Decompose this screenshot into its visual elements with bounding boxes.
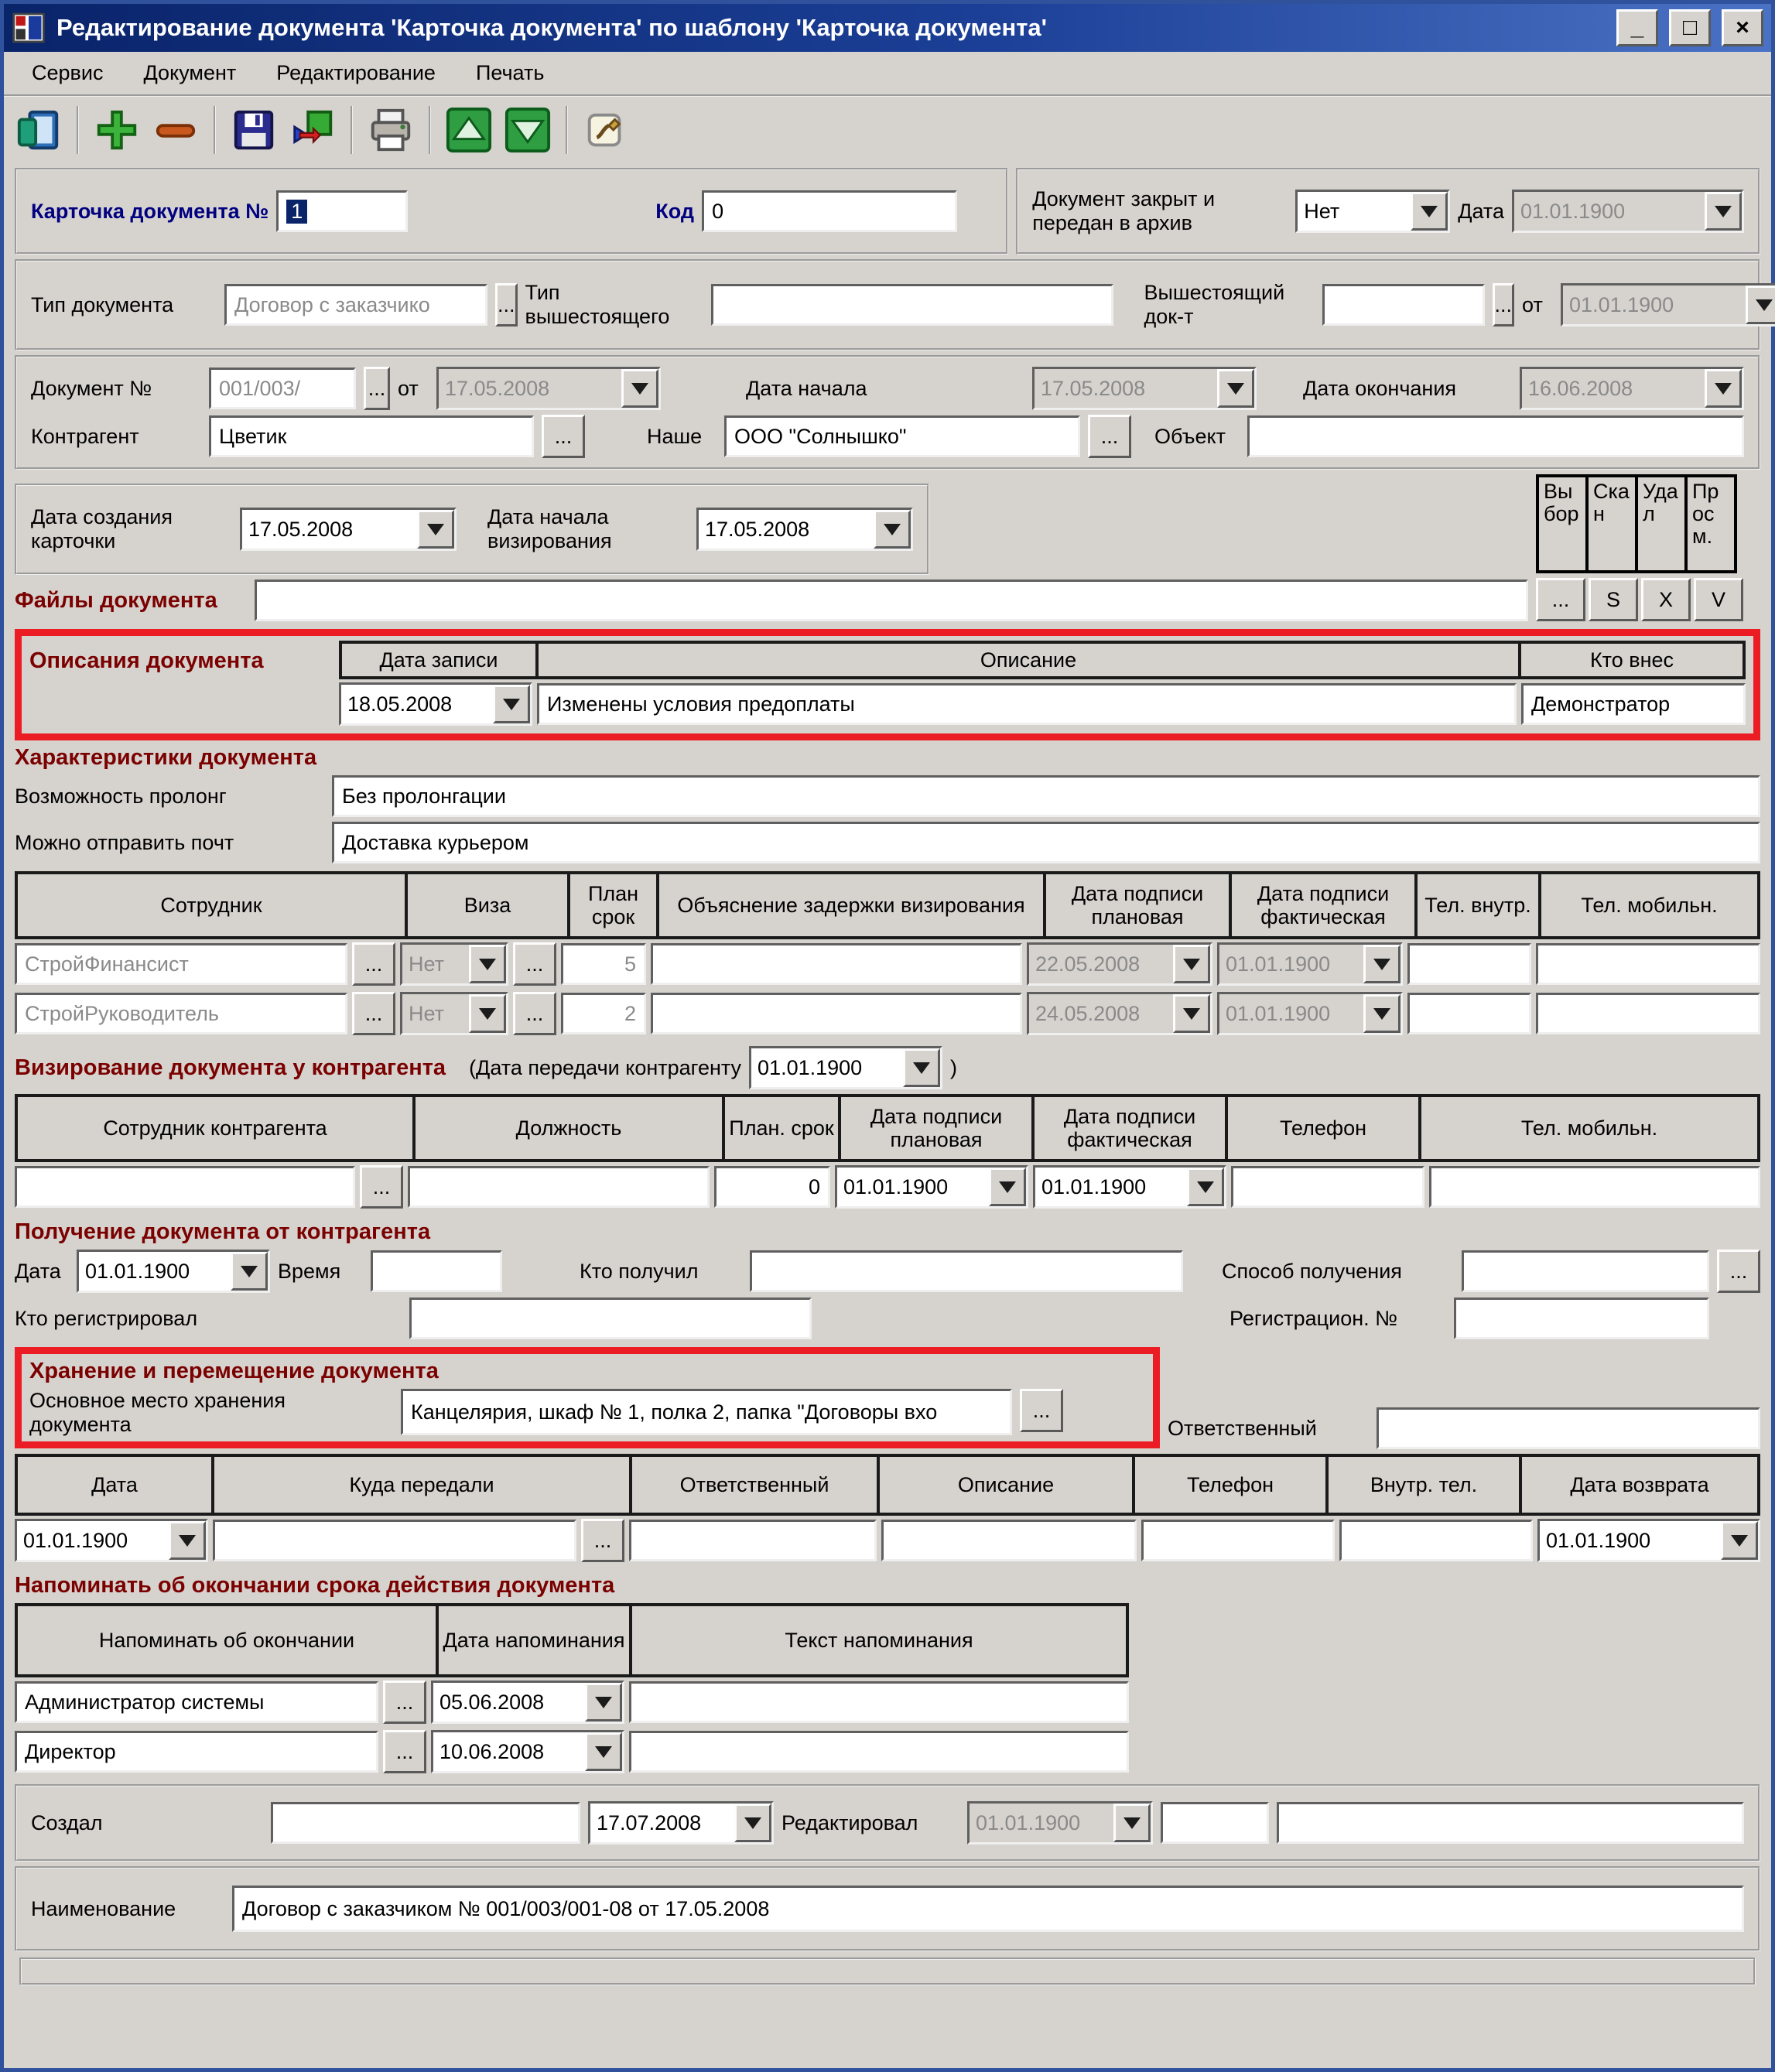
description-author-field[interactable]: Демонстратор — [1521, 683, 1746, 725]
column-header: Дата — [91, 1473, 138, 1497]
created-date-label: Дата создания карточки — [31, 504, 173, 552]
column-header: Дата напоминания — [436, 1606, 629, 1674]
closed-date-label: Дата — [1458, 199, 1504, 223]
ours-label: Наше — [647, 424, 703, 448]
created-by-field[interactable] — [271, 1802, 580, 1844]
ours-field[interactable]: ООО "Солнышко" — [724, 415, 1080, 457]
description-row — [339, 679, 1746, 729]
browse-button[interactable]: ... — [383, 1681, 426, 1724]
contractor-approval-table — [15, 1094, 1760, 1212]
movement-header — [15, 1454, 1760, 1516]
menu-editing[interactable]: Редактирование — [276, 61, 436, 84]
receive-date-combo[interactable]: 01.01.1900 — [77, 1250, 270, 1293]
parent-type-field[interactable] — [711, 284, 1113, 326]
storage-highlight — [15, 1347, 1160, 1448]
chevron-down-icon[interactable] — [1721, 1521, 1758, 1560]
visa-combo: Нет — [400, 942, 508, 986]
regnum-field[interactable] — [1454, 1298, 1709, 1339]
chevron-down-icon[interactable] — [903, 1048, 940, 1087]
plan-date-combo: 22.05.2008 — [1027, 942, 1212, 986]
browse-button[interactable]: ... — [1020, 1389, 1063, 1432]
browse-button[interactable]: ... — [495, 283, 518, 327]
chevron-down-icon[interactable] — [1411, 192, 1448, 231]
add-icon[interactable] — [90, 103, 144, 157]
description-field[interactable] — [881, 1520, 1137, 1561]
column-header: Текст напоминания — [629, 1606, 1126, 1674]
reminder-text-field[interactable] — [629, 1731, 1129, 1773]
column-header: Описание — [877, 1457, 1132, 1513]
column-header: Напоминать об окончании — [98, 1629, 355, 1653]
storage-block — [15, 1347, 1760, 1449]
doc-type-panel — [15, 259, 1760, 350]
chevron-down-icon[interactable] — [874, 510, 911, 549]
edited-date-combo: 01.01.1900 — [967, 1801, 1153, 1845]
contractor-approval-title-row — [15, 1046, 1760, 1089]
archive-panel — [1016, 168, 1760, 255]
phone-field[interactable] — [1231, 1166, 1424, 1208]
mail-label: Можно отправить почт — [15, 830, 234, 854]
column-header: Сотрудник контрагента — [103, 1116, 327, 1140]
contractor-employee-field[interactable] — [15, 1166, 355, 1208]
column-header: Сотрудник — [160, 894, 262, 918]
menu-print[interactable]: Печать — [475, 61, 545, 84]
time-label: Время — [278, 1259, 341, 1283]
contractor-row — [31, 415, 1744, 458]
card-header-row — [15, 168, 1760, 255]
column-header: План. срок — [722, 1097, 838, 1159]
fact-date-combo: 01.01.1900 — [1217, 992, 1403, 1035]
mobile-field[interactable] — [1536, 943, 1760, 985]
who-received-label: Кто получил — [580, 1259, 699, 1283]
movement-row — [15, 1516, 1760, 1565]
reminders-header — [15, 1603, 1129, 1677]
method-field[interactable] — [1462, 1250, 1709, 1292]
toolbar-separator — [566, 106, 568, 154]
sign-icon[interactable] — [579, 103, 633, 157]
title-bar — [4, 4, 1771, 52]
column-header: Ответственный — [629, 1457, 877, 1513]
contractor-approval-label: Визирование документа у контрагента — [15, 1055, 446, 1080]
toolbar-separator — [214, 106, 216, 154]
chevron-down-icon[interactable] — [989, 1168, 1026, 1206]
naming-panel — [15, 1866, 1760, 1951]
method-label: Способ получения — [1222, 1259, 1402, 1283]
browse-button[interactable]: ... — [513, 992, 556, 1035]
phone-field[interactable] — [1141, 1520, 1335, 1561]
files-field[interactable] — [255, 580, 1528, 621]
save-close-icon[interactable] — [286, 103, 340, 157]
parent-from-combo: 01.01.1900 — [1561, 283, 1775, 327]
receiving-label: Получение документа от контрагента — [15, 1219, 431, 1245]
chevron-down-icon — [1173, 945, 1210, 983]
edited-by-field[interactable] — [1161, 1802, 1269, 1844]
chevron-down-icon — [1746, 285, 1775, 324]
edited-extra-field[interactable] — [1277, 1802, 1744, 1844]
approval-table — [15, 871, 1760, 1038]
description-text-field[interactable]: Изменены условия предоплаты — [537, 683, 1517, 725]
toolbar-separator — [77, 106, 79, 154]
visa-start-label: Дата начала визирования — [487, 504, 612, 552]
prolongation-label: Возможность пролонг — [15, 784, 227, 808]
column-header: Телефон — [1132, 1457, 1325, 1513]
browse-button[interactable]: ... — [364, 367, 390, 410]
doc-from-combo: 17.05.2008 — [436, 367, 661, 410]
fact-date-combo[interactable]: 01.01.1900 — [1033, 1165, 1226, 1209]
card-number-label: Карточка документа № — [31, 199, 269, 223]
end-date-label: Дата окончания — [1303, 376, 1457, 400]
file-select-header: Выбор — [1536, 474, 1589, 573]
phone-field[interactable] — [1407, 993, 1531, 1034]
menu-document[interactable]: Документ — [143, 61, 237, 84]
column-header: Телефон — [1225, 1097, 1418, 1159]
reminder-who-field[interactable]: Директор — [15, 1731, 378, 1773]
approval-header — [15, 871, 1760, 939]
naming-label: Наименование — [31, 1896, 176, 1920]
doc-from-label: от — [398, 376, 419, 400]
descriptions-highlight — [15, 629, 1760, 740]
chevron-down-icon — [1705, 192, 1742, 231]
who-received-field[interactable] — [750, 1250, 1183, 1292]
column-header: Дата записи — [379, 648, 498, 672]
files-label: Файлы документа — [15, 587, 217, 613]
browse-button[interactable]: ... — [352, 942, 395, 986]
chevron-down-icon[interactable] — [417, 510, 454, 549]
responsible-field[interactable] — [1377, 1407, 1760, 1449]
file-browse-button[interactable]: ... — [1536, 578, 1585, 621]
menu-bar — [4, 52, 1771, 97]
registrar-label: Кто регистрировал — [15, 1306, 198, 1330]
object-field[interactable] — [1247, 415, 1744, 457]
storage-place-label: Основное место хранения документа — [29, 1389, 286, 1437]
maximize-button[interactable]: □ — [1669, 9, 1711, 46]
characteristics-section — [15, 745, 1760, 863]
characteristics-label: Характеристики документа — [15, 745, 317, 771]
plan-days-field[interactable]: 5 — [561, 943, 646, 985]
receive-date-label: Дата — [15, 1259, 61, 1283]
employee-field[interactable]: СтройФинансист — [15, 943, 347, 985]
column-header: Описание — [535, 644, 1518, 676]
column-header: Дата подписи фактическая — [1229, 874, 1414, 936]
chevron-down-icon[interactable] — [585, 1683, 622, 1722]
movement-date-combo[interactable]: 01.01.1900 — [15, 1519, 208, 1562]
print-icon[interactable] — [364, 103, 418, 157]
reminder-row — [15, 1727, 1129, 1776]
chevron-down-icon — [469, 994, 506, 1033]
contractor-label: Контрагент — [31, 424, 139, 448]
window-title: Редактирование документа 'Карточка документа' по шаблону 'Карточка документа' — [56, 14, 1048, 41]
approval-row — [15, 989, 1760, 1038]
prolongation-field[interactable]: Без пролонгации — [332, 775, 1760, 817]
created-date-combo[interactable]: 17.07.2008 — [588, 1801, 774, 1845]
reminder-date-combo[interactable]: 10.06.2008 — [431, 1730, 624, 1773]
browse-button[interactable]: ... — [1717, 1250, 1760, 1293]
transfer-close-paren: ) — [950, 1055, 958, 1079]
column-header: Дата подписи плановая — [838, 1097, 1031, 1159]
selected-text: 1 — [286, 200, 307, 224]
chevron-down-icon — [469, 945, 506, 983]
column-header: Должность — [412, 1097, 722, 1159]
doc-type-field[interactable]: Договор с заказчико — [224, 284, 487, 326]
cards-icon[interactable] — [12, 103, 66, 157]
dates-files-block — [15, 474, 1760, 621]
phone-field[interactable] — [1407, 943, 1531, 985]
app-icon — [12, 11, 46, 45]
reminders-label: Напоминать об окончании срока действия документа — [15, 1573, 615, 1598]
column-header: Дата подписи плановая — [1043, 874, 1229, 936]
parent-type-label: Тип вышестоящего — [525, 280, 670, 328]
browse-button[interactable]: ... — [542, 415, 585, 458]
start-date-combo: 17.05.2008 — [1032, 367, 1257, 410]
toolbar — [4, 97, 1771, 163]
storage-label: Хранение и перемещение документа — [29, 1359, 439, 1384]
card-number-field[interactable] — [276, 190, 408, 232]
position-field[interactable] — [408, 1166, 710, 1208]
regnum-label: Регистрацион. № — [1230, 1306, 1398, 1330]
descriptions-header — [339, 641, 1746, 679]
transfer-date-combo[interactable]: 01.01.1900 — [749, 1046, 942, 1089]
where-field[interactable] — [213, 1520, 576, 1561]
column-header: Тел. мобильн. — [1538, 874, 1757, 936]
column-header: Виза — [405, 874, 567, 936]
column-header: Тел. мобильн. — [1418, 1097, 1757, 1159]
browse-button[interactable]: ... — [581, 1519, 624, 1562]
naming-field[interactable]: Договор с заказчиком № 001/003/001-08 от 17.05.2008 — [232, 1886, 1744, 1932]
parent-from-label: от — [1522, 292, 1543, 316]
mobile-field[interactable] — [1429, 1166, 1760, 1208]
chevron-down-icon[interactable] — [493, 685, 530, 723]
chevron-down-icon[interactable] — [231, 1252, 268, 1291]
move-down-icon[interactable] — [501, 103, 555, 157]
reminder-date-combo[interactable]: 05.06.2008 — [431, 1681, 624, 1724]
contractor-approval-header — [15, 1094, 1760, 1162]
plan-days-field[interactable]: 0 — [714, 1166, 830, 1208]
start-date-label: Дата начала — [746, 376, 867, 400]
file-delete-header: Удал — [1635, 474, 1688, 573]
column-header: Кто внес — [1518, 644, 1743, 676]
file-tools — [1536, 474, 1760, 621]
closed-date-combo: 01.01.1900 — [1512, 190, 1744, 233]
doc-number-field[interactable]: 001/003/ — [209, 368, 356, 409]
return-date-combo[interactable]: 01.01.1900 — [1537, 1519, 1760, 1562]
created-panel — [15, 1784, 1760, 1862]
file-view-button[interactable]: V — [1694, 578, 1743, 621]
closed-label: Документ закрыт и передан в архив — [1032, 186, 1216, 234]
file-scan-header: Скан — [1585, 474, 1638, 573]
created-label: Создал — [31, 1810, 103, 1834]
edited-label: Редактировал — [781, 1810, 918, 1834]
chevron-down-icon — [1217, 369, 1254, 408]
column-header: План срок — [567, 874, 656, 936]
code-label: Код — [655, 199, 695, 223]
contractor-field[interactable]: Цветик — [209, 415, 534, 457]
created-date-combo[interactable]: 17.05.2008 — [240, 508, 457, 551]
chevron-down-icon[interactable] — [585, 1732, 622, 1771]
reminders-table — [15, 1603, 1129, 1776]
doc-type-label: Тип документа — [31, 292, 174, 316]
end-date-combo: 16.06.2008 — [1520, 367, 1744, 410]
browse-button[interactable]: ... — [360, 1165, 403, 1209]
column-header: Внутр. тел. — [1325, 1457, 1519, 1513]
responsible-field[interactable] — [629, 1520, 877, 1561]
toolbar-separator — [351, 106, 353, 154]
mobile-field[interactable] — [1536, 993, 1760, 1034]
chevron-down-icon — [1705, 369, 1742, 408]
delay-field[interactable] — [651, 993, 1022, 1034]
card-number-panel — [15, 168, 1008, 255]
column-header: Тел. внутр. — [1414, 874, 1538, 936]
close-button[interactable]: × — [1722, 9, 1763, 46]
fact-date-combo: 01.01.1900 — [1217, 942, 1403, 986]
chevron-down-icon[interactable] — [169, 1521, 206, 1560]
transfer-date-label: (Дата передачи контрагенту — [469, 1055, 742, 1079]
file-scan-button[interactable]: S — [1589, 578, 1638, 621]
files-row — [15, 580, 1528, 621]
mail-field[interactable]: Доставка курьером — [332, 822, 1760, 863]
browse-button[interactable]: ... — [1493, 283, 1515, 327]
delay-field[interactable] — [651, 943, 1022, 985]
file-view-header: Просм. — [1684, 474, 1737, 573]
minimize-button[interactable]: _ — [1616, 9, 1658, 46]
card-dates-panel — [15, 484, 929, 575]
browse-button[interactable]: ... — [1088, 415, 1131, 458]
plan-date-combo: 24.05.2008 — [1027, 992, 1212, 1035]
responsible-label: Ответственный — [1168, 1416, 1317, 1440]
save-icon[interactable] — [227, 103, 281, 157]
time-field[interactable] — [371, 1250, 502, 1292]
employee-field[interactable]: СтройРуководитель — [15, 993, 347, 1034]
plan-date-combo[interactable]: 01.01.1900 — [835, 1165, 1028, 1209]
plan-days-field[interactable]: 2 — [561, 993, 646, 1034]
description-date-combo[interactable]: 18.05.2008 — [339, 682, 532, 726]
doc-main-panel — [15, 355, 1760, 470]
chevron-down-icon — [621, 369, 658, 408]
movement-table — [15, 1454, 1760, 1565]
browse-button[interactable]: ... — [383, 1730, 426, 1773]
registrar-field[interactable] — [409, 1298, 812, 1339]
chevron-down-icon[interactable] — [734, 1804, 771, 1842]
browse-button[interactable]: ... — [513, 942, 556, 986]
storage-place-field[interactable]: Канцелярия, шкаф № 1, полка 2, папка "Договоры вхо — [401, 1389, 1012, 1435]
file-delete-button[interactable]: X — [1641, 578, 1691, 621]
closed-combo[interactable]: Нет — [1295, 190, 1450, 233]
doc-number-row — [31, 367, 1744, 410]
object-label: Объект — [1154, 424, 1226, 448]
remove-icon[interactable] — [149, 103, 203, 157]
chevron-down-icon — [1173, 994, 1210, 1033]
status-bar — [19, 1957, 1756, 1985]
column-header: Дата возврата — [1519, 1457, 1757, 1513]
reminder-text-field[interactable] — [629, 1681, 1129, 1723]
receiving-section — [15, 1219, 1760, 1339]
column-header: Объяснение задержки визирования — [656, 874, 1043, 936]
reminder-row — [15, 1677, 1129, 1727]
menu-service[interactable]: Сервис — [32, 61, 104, 84]
doc-number-label: Документ № — [31, 376, 152, 400]
column-header: Дата подписи фактическая — [1031, 1097, 1225, 1159]
code-field[interactable]: 0 — [702, 190, 957, 232]
browse-button[interactable]: ... — [352, 992, 395, 1035]
column-header: Куда передали — [211, 1457, 629, 1513]
internal-phone-field[interactable] — [1339, 1520, 1533, 1561]
chevron-down-icon[interactable] — [1187, 1168, 1224, 1206]
form-content — [4, 163, 1771, 2068]
visa-combo: Нет — [400, 992, 508, 1035]
contractor-approval-row — [15, 1162, 1760, 1212]
parent-doc-field[interactable] — [1322, 284, 1485, 326]
reminder-who-field[interactable]: Администратор системы — [15, 1681, 378, 1723]
chevron-down-icon — [1363, 994, 1401, 1033]
visa-start-combo[interactable]: 17.05.2008 — [696, 508, 913, 551]
descriptions-label: Описания документа — [29, 648, 264, 673]
move-up-icon[interactable] — [442, 103, 496, 157]
approval-row — [15, 939, 1760, 989]
chevron-down-icon — [1113, 1804, 1151, 1842]
chevron-down-icon — [1363, 945, 1401, 983]
toolbar-separator — [429, 106, 431, 154]
parent-doc-label: Вышестоящий док-т — [1144, 280, 1285, 328]
